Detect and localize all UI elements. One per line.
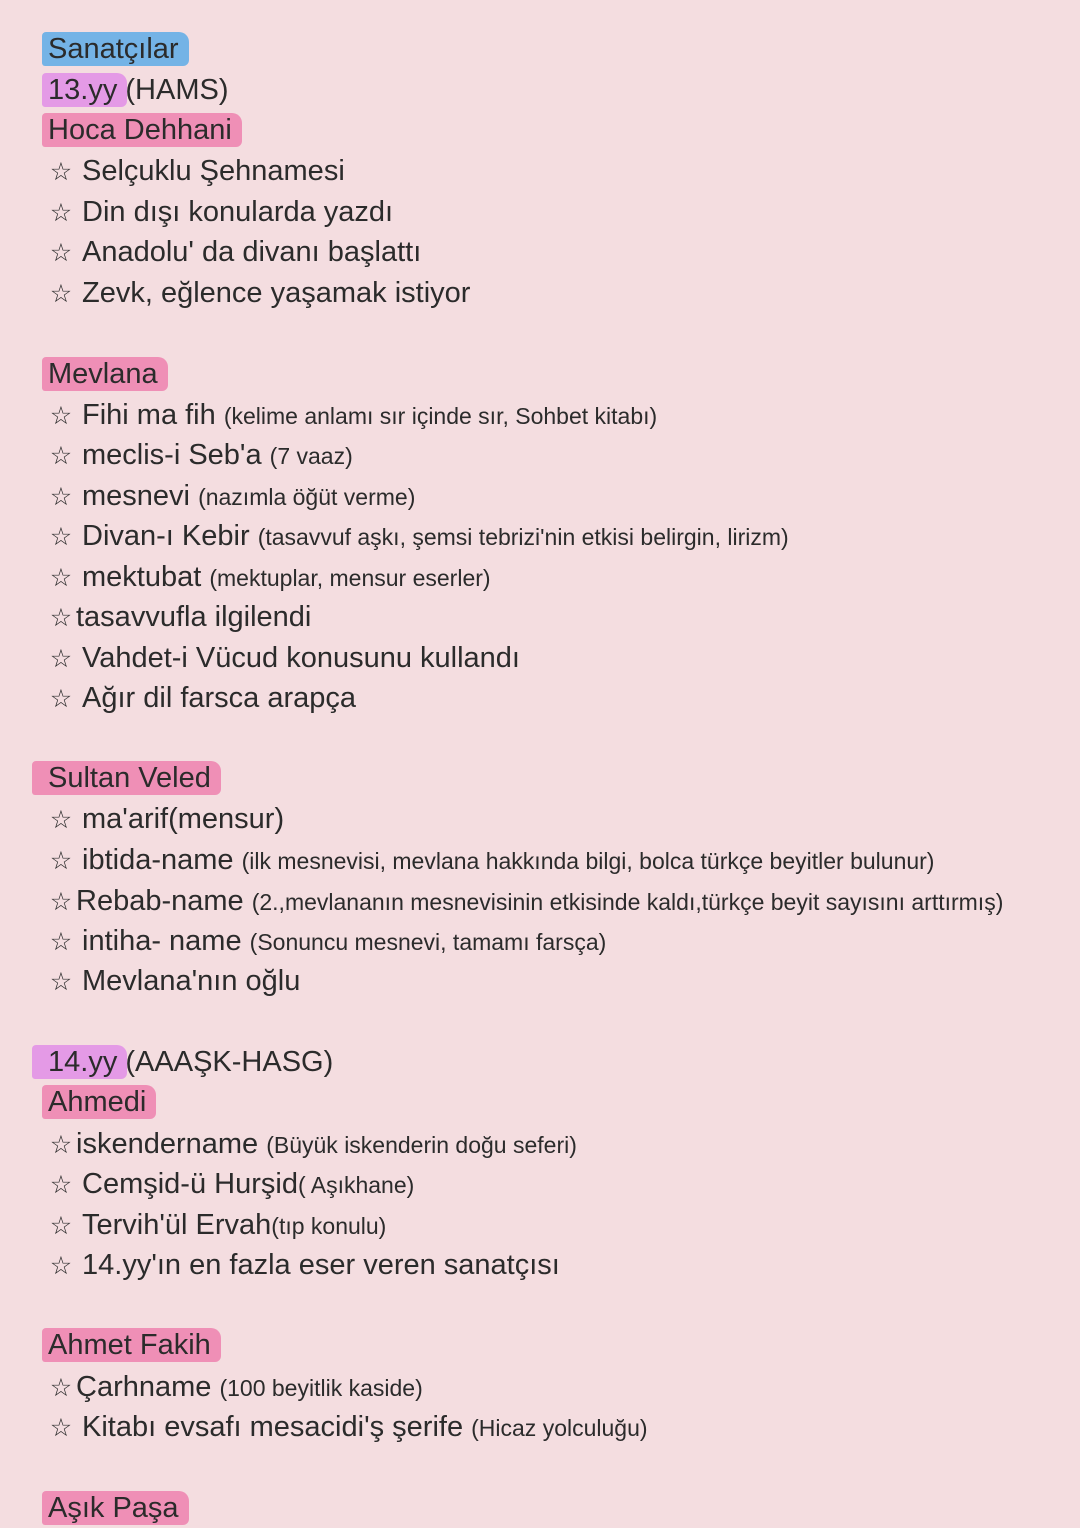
star-icon: ☆ — [49, 483, 73, 511]
work-note: (2.,mevlananın mesnevisinin etkisinde kaldı,türkçe beyit sayısını arttırmış) — [251, 889, 1004, 915]
work-title: Rebab-name — [76, 885, 244, 917]
star-icon: ☆ — [49, 158, 73, 186]
star-icon: ☆ — [49, 645, 73, 673]
author-heading-sultan-veled — [48, 760, 211, 796]
list-item — [48, 883, 1003, 920]
work-title: meclis-i Seb'a — [82, 439, 262, 471]
star-icon: ☆ — [49, 442, 73, 470]
work-title: iskendername — [76, 1128, 259, 1160]
list-item — [48, 275, 470, 312]
work-title: Fihi ma fih — [82, 399, 216, 431]
list-item — [48, 234, 421, 271]
author-heading-ahmedi — [48, 1084, 146, 1120]
work-title: Çarhname — [76, 1371, 212, 1403]
list-item — [48, 194, 393, 231]
item-text: Zevk, eğlence yaşamak istiyor — [82, 277, 471, 309]
list-item — [48, 518, 789, 555]
star-icon: ☆ — [49, 402, 73, 430]
list-item — [48, 559, 491, 596]
title-line — [48, 31, 179, 67]
century-label: 14.yy — [48, 1046, 118, 1078]
work-title: Ağır dil farsca arapça — [82, 682, 357, 714]
star-icon: ☆ — [49, 564, 73, 592]
item-text: Din dışı konularda yazdı — [82, 196, 394, 228]
list-item — [48, 923, 606, 960]
work-title: Mevlana'nın oğlu — [82, 965, 301, 997]
list-item — [48, 842, 934, 879]
work-note: (7 vaaz) — [269, 443, 353, 469]
star-icon: ☆ — [49, 685, 73, 713]
list-item — [48, 599, 311, 636]
list-item — [48, 1369, 423, 1406]
list-item — [48, 1166, 414, 1203]
star-icon: ☆ — [49, 847, 73, 875]
work-note: (mektuplar, mensur eserler) — [209, 565, 491, 591]
work-note: (nazımla öğüt verme) — [198, 484, 416, 510]
star-icon: ☆ — [49, 968, 73, 996]
star-icon: ☆ — [49, 1414, 73, 1442]
list-item — [48, 801, 284, 838]
century-13-heading — [48, 72, 229, 108]
list-item — [48, 397, 657, 434]
work-title: Vahdet-i Vücud konusunu kullandı — [82, 642, 520, 674]
list-item — [48, 640, 520, 677]
star-icon: ☆ — [49, 604, 73, 632]
author-heading-hoca-dehhani — [48, 112, 232, 148]
century-14-heading — [48, 1044, 333, 1080]
list-item — [48, 153, 345, 190]
star-icon: ☆ — [49, 199, 73, 227]
author-name: Ahmet Fakih — [48, 1329, 211, 1361]
work-note: (Hicaz yolculuğu) — [471, 1415, 648, 1441]
work-note: (100 beyitlik kaside) — [219, 1375, 423, 1401]
work-note: (Büyük iskenderin doğu seferi) — [266, 1132, 577, 1158]
author-heading-mevlana — [48, 356, 158, 392]
work-title: Tervih'ül Ervah — [82, 1209, 272, 1241]
work-title: mektubat — [82, 561, 202, 593]
star-icon: ☆ — [49, 280, 73, 308]
work-title: mesnevi — [82, 480, 190, 512]
author-name: Hoca Dehhani — [48, 114, 232, 146]
star-icon: ☆ — [49, 1374, 73, 1402]
work-title: Cemşid-ü Hurşid — [82, 1168, 298, 1200]
work-note: (Sonuncu mesnevi, tamamı farsça) — [249, 929, 607, 955]
author-name: Aşık Paşa — [48, 1492, 179, 1524]
work-note: ( Aşıkhane) — [297, 1172, 415, 1198]
star-icon: ☆ — [49, 1171, 73, 1199]
work-title: Divan-ı Kebir — [82, 520, 250, 552]
item-text: Selçuklu Şehnamesi — [82, 155, 345, 187]
author-heading-ahmet-fakih — [48, 1327, 211, 1363]
work-title: intiha- name — [82, 925, 242, 957]
list-item — [48, 1126, 577, 1163]
century-mnemonic: (HAMS) — [125, 74, 229, 106]
star-icon: ☆ — [49, 1252, 73, 1280]
work-note: (ilk mesnevisi, mevlana hakkında bilgi, bolca türkçe beyitler bulunur) — [241, 848, 935, 874]
star-icon: ☆ — [49, 928, 73, 956]
list-item — [48, 680, 356, 717]
author-name: Mevlana — [48, 358, 158, 390]
star-icon: ☆ — [49, 239, 73, 267]
page-title: Sanatçılar — [48, 33, 179, 65]
list-item — [48, 478, 415, 515]
work-title: ibtida-name — [82, 844, 234, 876]
work-note: (kelime anlamı sır içinde sır, Sohbet kitabı) — [223, 403, 658, 429]
work-title: 14.yy'ın en fazla eser veren sanatçısı — [82, 1249, 560, 1281]
work-title: tasavvufla ilgilendi — [76, 601, 312, 633]
list-item — [48, 1409, 648, 1446]
century-mnemonic: (AAAŞK-HASG) — [125, 1046, 334, 1078]
work-note: (tıp konulu) — [271, 1213, 387, 1239]
star-icon: ☆ — [49, 888, 73, 916]
star-icon: ☆ — [49, 1212, 73, 1240]
star-icon: ☆ — [49, 1131, 73, 1159]
work-note: (tasavvuf aşkı, şemsi tebrizi'nin etkisi belirgin, lirizm) — [257, 524, 789, 550]
century-label: 13.yy — [48, 74, 118, 106]
list-item — [48, 1207, 386, 1244]
star-icon: ☆ — [49, 523, 73, 551]
work-title: Kitabı evsafı mesacidi'ş şerife — [82, 1411, 464, 1443]
item-text: Anadolu' da divanı başlattı — [82, 236, 422, 268]
work-title: ma'arif(mensur) — [82, 803, 285, 835]
author-name: Ahmedi — [48, 1086, 147, 1118]
author-heading-asik-pasa — [48, 1490, 179, 1526]
list-item — [48, 963, 300, 1000]
author-name: Sultan Veled — [48, 762, 211, 794]
list-item — [48, 437, 353, 474]
list-item — [48, 1247, 560, 1284]
star-icon: ☆ — [49, 806, 73, 834]
